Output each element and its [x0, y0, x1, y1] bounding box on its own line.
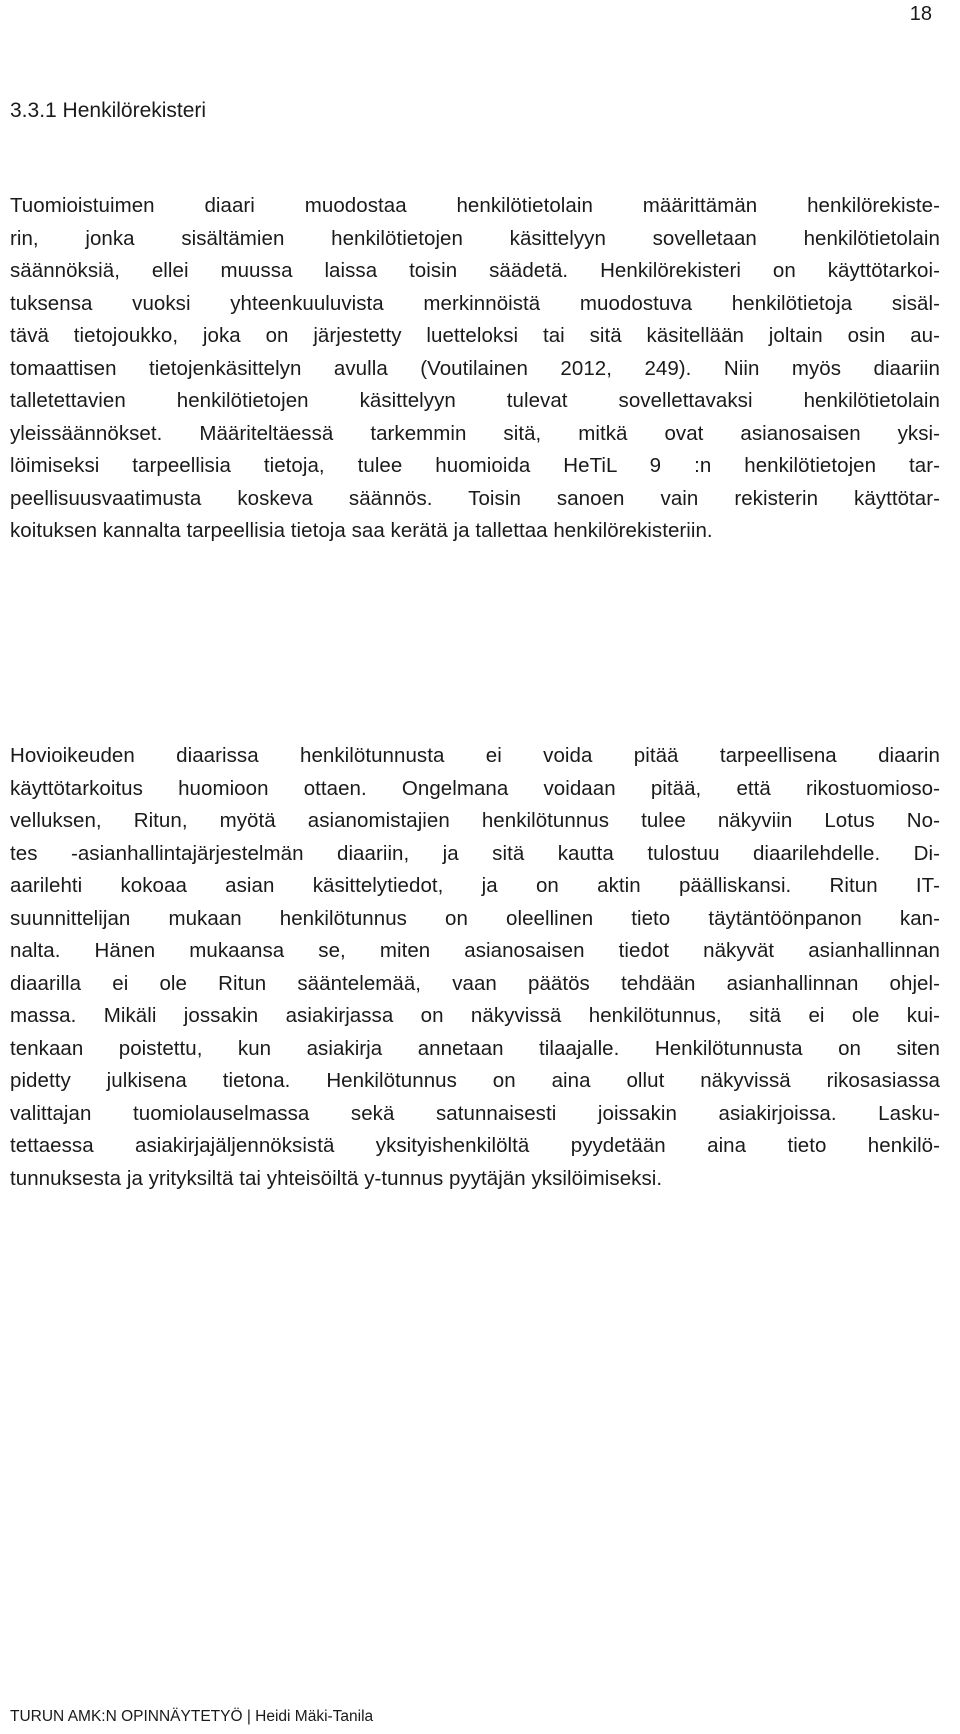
page-footer: TURUN AMK:N OPINNÄYTETYÖ | Heidi Mäki-Tanila	[10, 1708, 374, 1725]
text-line: suunnittelijan mukaan henkilötunnus on oleellinen tieto täytäntöönpanon kan-	[10, 906, 940, 930]
text-line: massa. Mikäli jossakin asiakirjassa on näkyvissä henkilötunnus, sitä ei ole kui-	[10, 1004, 940, 1027]
text-line: yleissäännökset. Määriteltäessä tarkemmin sitä, mitkä ovat asianosaisen yksi-	[10, 421, 940, 445]
text-line: tävä tietojoukko, joka on järjestetty luetteloksi tai sitä käsitellään joltain osin au-	[10, 324, 940, 347]
paragraph-1	[10, 190, 940, 548]
text-line: aarilehti kokoaa asian käsittelytiedot, ja on aktin päälliskansi. Ritun IT-	[10, 874, 940, 897]
text-line: velluksen, Ritun, myötä asianomistajien henkilötunnus tulee näkyviin Lotus No-	[10, 809, 940, 832]
text-line: säännöksiä, ellei muussa laissa toisin säädetä. Henkilörekisteri on käyttötarkoi-	[10, 259, 940, 282]
text-line: tomaattisen tietojenkäsittelyn avulla (Voutilainen 2012, 249). Niin myös diaariin	[10, 356, 940, 380]
page-number: 18	[909, 3, 932, 25]
text-line: pidetty julkisena tietona. Henkilötunnus on aina ollut näkyvissä rikosasiassa	[10, 1069, 940, 1092]
text-line: valittajan tuomiolauselmassa sekä satunnaisesti joissakin asiakirjoissa. Lasku-	[10, 1101, 940, 1125]
text-line: talletettavien henkilötietojen käsittelyyn tulevat sovellettavaksi henkilötietolain	[10, 389, 940, 412]
text-line: peellisuusvaatimusta koskeva säännös. Toisin sanoen vain rekisterin käyttötar-	[10, 486, 940, 510]
text-line: nalta. Hänen mukaansa se, miten asianosaisen tiedot näkyvät asianhallinnan	[10, 939, 940, 962]
text-line: tuksensa vuoksi yhteenkuuluvista merkinnöistä muodostuva henkilötietoja sisäl-	[10, 291, 940, 315]
text-line: löimiseksi tarpeellisia tietoja, tulee huomioida HeTiL 9 :n henkilötietojen tar-	[10, 454, 940, 477]
text-line: tettaessa asiakirjajäljennöksistä yksityishenkilöltä pyydetään aina tieto henkilö-	[10, 1134, 940, 1157]
paragraph-2	[10, 740, 940, 1195]
text-line: diaarilla ei ole Ritun sääntelemää, vaan päätös tehdään asianhallinnan ohjel-	[10, 971, 940, 995]
text-line: käyttötarkoitus huomioon ottaen. Ongelmana voidaan pitää, että rikostuomioso-	[10, 776, 940, 800]
text-line: tes -asianhallintajärjestelmän diaariin, ja sitä kautta tulostuu diaarilehdelle. Di-	[10, 841, 940, 865]
text-line: tenkaan poistettu, kun asiakirja annetaan tilaajalle. Henkilötunnusta on siten	[10, 1036, 940, 1060]
section-heading: 3.3.1 Henkilörekisteri	[10, 99, 207, 122]
text-line: tunnuksesta ja yrityksiltä tai yhteisöiltä y-tunnus pyytäjän yksilöimiseksi.	[10, 1166, 663, 1190]
text-line: Hovioikeuden diaarissa henkilötunnusta ei voida pitää tarpeellisena diaarin	[10, 744, 940, 767]
text-line: koituksen kannalta tarpeellisia tietoja saa kerätä ja tallettaa henkilörekisteriin.	[10, 519, 713, 542]
text-line: rin, jonka sisältämien henkilötietojen käsittelyyn sovelletaan henkilötietolain	[10, 226, 940, 250]
text-line: Tuomioistuimen diaari muodostaa henkilötietolain määrittämän henkilörekiste-	[10, 194, 940, 217]
